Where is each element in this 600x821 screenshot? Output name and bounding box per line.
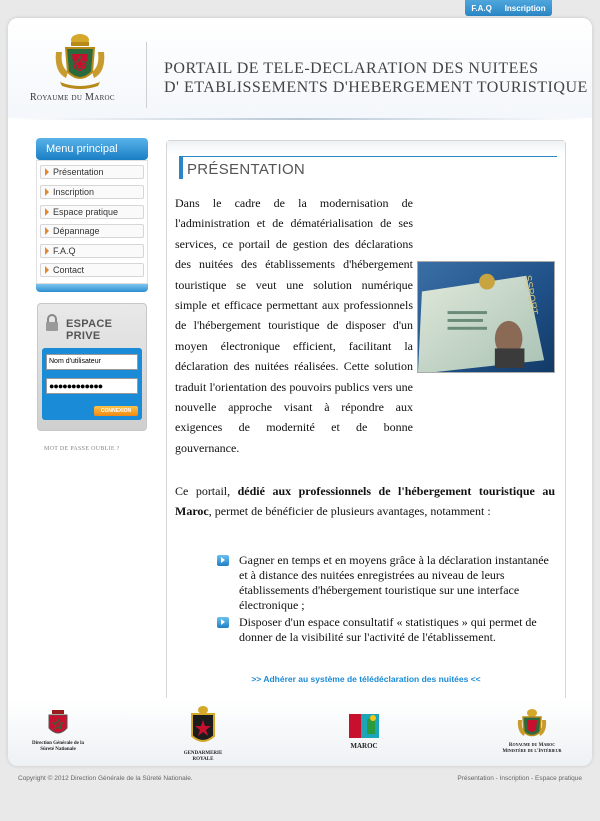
lock-icon xyxy=(44,314,60,332)
advantages-intro xyxy=(175,481,555,521)
espace-prive-title: ESPACE PRIVE xyxy=(66,318,113,342)
header-separator xyxy=(146,42,147,108)
dgsn-label: Direction Générale de la Sûreté Nationale xyxy=(32,741,84,752)
arrow-icon xyxy=(45,266,49,274)
arrow-icon xyxy=(45,208,49,216)
content-top-gradient xyxy=(167,141,565,155)
dgsn-emblem-icon xyxy=(47,710,69,738)
password-input[interactable]: ●●●●●●●●●●●● xyxy=(46,378,138,394)
header-divider xyxy=(8,118,592,120)
intro-end-text: , permet de bénéficier de plusieurs avantages, notamment : xyxy=(208,504,491,518)
espace-prive-panel xyxy=(37,303,147,431)
portal-title-line2: D' ETABLISSEMENTS D'HEBERGEMENT TOURISTIQUE xyxy=(164,79,588,96)
arrow-bullet-icon xyxy=(217,555,229,566)
dgsn-logo xyxy=(30,710,86,753)
list-item-text: Disposer d'un espace consultatif « statistiques » qui permet de donner de la visibilité sur l'activité de l'établissement. xyxy=(239,615,537,644)
forgot-password-link[interactable]: MOT DE PASSE OUBLIE ? xyxy=(44,446,120,452)
partner-logos xyxy=(8,698,592,766)
header xyxy=(8,18,592,118)
footer-link-espace-pratique[interactable]: Espace pratique xyxy=(535,775,582,782)
moroccan-crest-logo xyxy=(52,32,108,92)
list-item xyxy=(217,615,553,645)
interieur-logo xyxy=(496,708,568,755)
menu-item-depannage[interactable] xyxy=(40,224,144,238)
maroc-tourism-icon xyxy=(347,712,381,740)
title-accent-bar xyxy=(179,157,183,179)
menu-item-label: Présentation xyxy=(53,167,104,177)
menu-item-presentation[interactable] xyxy=(40,165,144,179)
footer-separator: - xyxy=(529,775,536,782)
connexion-button[interactable]: CONNEXION xyxy=(94,406,138,416)
interieur-label-line1: Royaume du Maroc xyxy=(508,743,556,748)
page-title: PRÉSENTATION xyxy=(187,161,306,178)
top-links-bar xyxy=(465,0,552,16)
menu-principal-header: Menu principal xyxy=(36,138,148,160)
passport-photo xyxy=(417,261,555,373)
title-underline xyxy=(179,156,557,157)
main-menu xyxy=(36,160,148,284)
menu-item-espace-pratique[interactable] xyxy=(40,205,144,219)
inscription-link[interactable]: Inscription xyxy=(504,3,546,13)
interieur-label-line2: Ministère de l'Intérieur xyxy=(502,749,562,754)
gendarmerie-emblem-icon xyxy=(188,704,218,748)
intro-text: Ce portail, xyxy=(175,484,238,498)
list-item-text: Gagner en temps et en moyens grâce à la déclaration instantanée et à distance des nuitées enregistrées au niveau de leurs établissements d'hébergement touristique sur une interface électronique ; xyxy=(239,553,549,612)
adherer-link[interactable]: >> Adhérer au système de télédéclaration des nuitées << xyxy=(251,674,481,684)
interieur-crest-icon xyxy=(517,708,547,740)
arrow-bullet-icon xyxy=(217,617,229,628)
arrow-icon xyxy=(45,227,49,235)
maroc-label: MAROC xyxy=(350,742,378,750)
menu-footer-bar xyxy=(36,284,148,292)
footer-separator: - xyxy=(493,775,500,782)
royaume-label: Royaume du Maroc xyxy=(30,92,115,103)
menu-item-inscription[interactable] xyxy=(40,185,144,199)
footer-links xyxy=(457,775,582,782)
arrow-icon xyxy=(45,188,49,196)
main-content xyxy=(166,140,566,712)
arrow-icon xyxy=(45,247,49,255)
list-item xyxy=(217,553,553,613)
menu-item-label: Inscription xyxy=(53,187,95,197)
page-wrapper xyxy=(8,18,592,766)
copyright-text: Copyright © 2012 Direction Générale de la Sûreté Nationale. xyxy=(18,775,193,782)
presentation-paragraph: Dans le cadre de la modernisation de l'administration et de dématérialisation de ses services, ce portail de gestion des déclarations des nuitées des établissements d'hébergement touristique se veut une solution numérique simple et efficace permettant aux professionnels de l'hébergement touristique de disposer d'un moyen électronique efficient, facilitant la déclaration des nuitées réalisées. Cette solution traduit l'orientation des pouvoirs publics vers une nouvelle approche visant à répondre aux exigences de modernité et de bonne gouvernance. xyxy=(175,196,413,455)
faq-link[interactable]: F.A.Q xyxy=(471,3,492,13)
svg-text:SSPORT: SSPORT xyxy=(521,274,540,316)
menu-item-label: Contact xyxy=(53,265,85,275)
gendarmerie-logo xyxy=(174,704,232,763)
footer-link-inscription[interactable]: Inscription xyxy=(499,775,530,782)
username-input[interactable]: Nom d'utilisateur xyxy=(46,354,138,370)
advantages-list xyxy=(217,553,553,647)
menu-item-label: F.A.Q xyxy=(53,246,76,256)
login-form xyxy=(42,348,142,420)
menu-item-contact[interactable] xyxy=(40,263,144,277)
footer-link-presentation[interactable]: Présentation xyxy=(457,775,494,782)
arrow-icon xyxy=(45,168,49,176)
portal-title-line1: PORTAIL DE TELE-DECLARATION DES NUITEES xyxy=(164,60,539,77)
gendarmerie-label: GENDARMERIE ROYALE xyxy=(183,751,223,762)
menu-item-faq[interactable] xyxy=(40,244,144,258)
intro-bold-text: dédié aux professionnels de l'hébergement touristique au Maroc xyxy=(175,484,555,518)
maroc-tourism-logo xyxy=(338,712,390,749)
menu-item-label: Espace pratique xyxy=(53,207,119,217)
menu-item-label: Dépannage xyxy=(53,226,100,236)
